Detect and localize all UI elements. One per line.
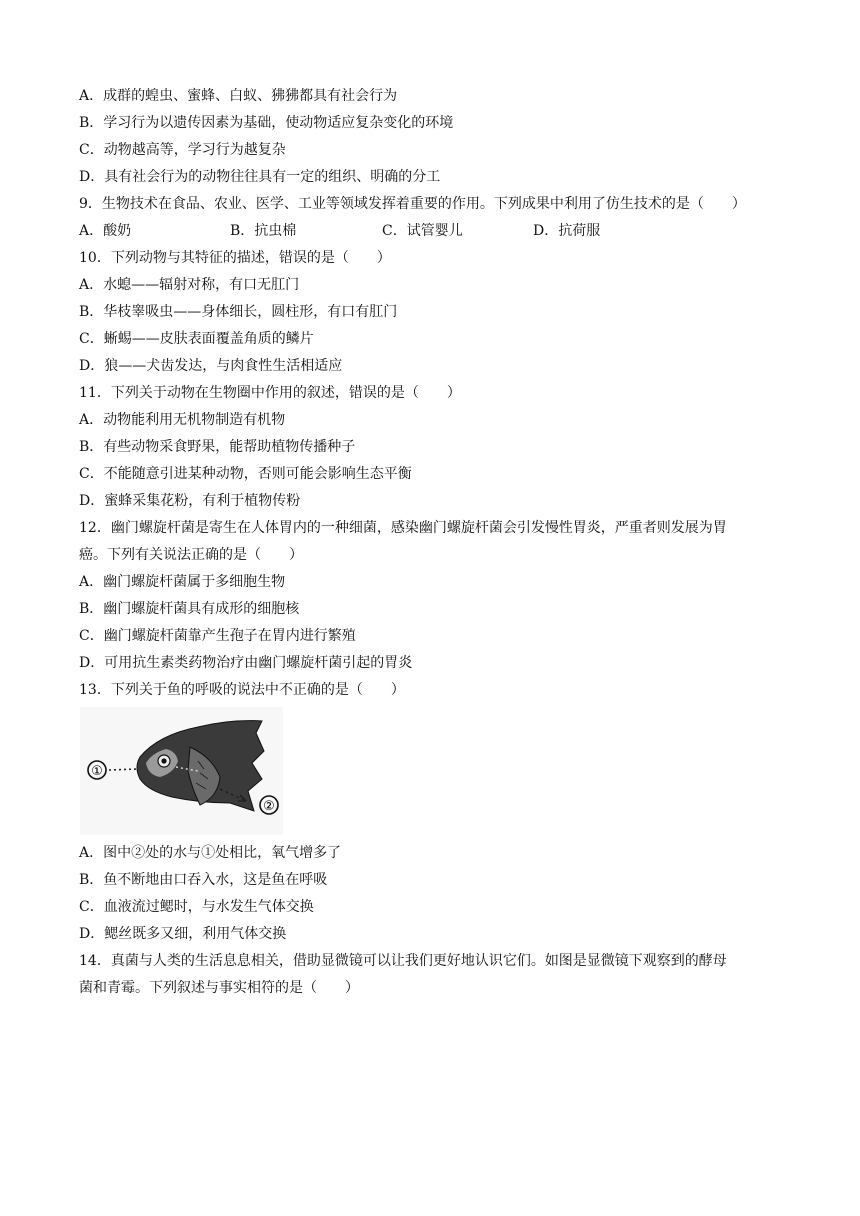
q9-option-d: D．抗荷服 xyxy=(533,223,601,239)
fish-gill-figure xyxy=(80,707,283,835)
q9-stem: 9．生物技术在食品、农业、医学、工业等领域发挥着重要的作用。下列成果中利用了仿生技术的是（ ） xyxy=(79,196,746,212)
q10-option-d: D．狼——犬齿发达，与肉食性生活相适应 xyxy=(79,358,343,374)
q10-option-c: C．蜥蜴——皮肤表面覆盖角质的鳞片 xyxy=(79,331,314,347)
q10-stem: 10．下列动物与其特征的描述，错误的是（ ） xyxy=(79,250,391,266)
q12-stem-line1: 12．幽门螺旋杆菌是寄生在人体胃内的一种细菌，感染幽门螺旋杆菌会引发慢性胃炎，严重者则发展为胃 xyxy=(79,520,727,536)
q13-stem: 13．下列关于鱼的呼吸的说法中不正确的是（ ） xyxy=(79,682,405,698)
q13-option-c: C．血液流过鳃时，与水发生气体交换 xyxy=(79,899,314,915)
q9-option-c: C．试管婴儿 xyxy=(382,223,463,239)
q14-stem-line1: 14．真菌与人类的生活息息相关，借助显微镜可以让我们更好地认识它们。如图是显微镜下观察到的酵母 xyxy=(79,953,727,969)
figure-label-2: ② xyxy=(263,799,275,814)
q13-option-a: A．图中②处的水与①处相比，氧气增多了 xyxy=(79,845,342,861)
q11-option-a: A．动物能利用无机物制造有机物 xyxy=(79,412,286,428)
q11-option-d: D．蜜蜂采集花粉，有利于植物传粉 xyxy=(79,493,301,509)
q13-option-b: B．鱼不断地由口吞入水，这是鱼在呼吸 xyxy=(79,872,328,888)
q10-option-a: A．水螅——辐射对称，有口无肛门 xyxy=(79,277,300,293)
q8-option-a: A．成群的蝗虫、蜜蜂、白蚁、狒狒都具有社会行为 xyxy=(79,88,398,104)
q11-stem: 11．下列关于动物在生物圈中作用的叙述，错误的是（ ） xyxy=(79,385,461,401)
q13-option-d: D．鳃丝既多又细，利用气体交换 xyxy=(79,926,287,942)
q12-option-d: D．可用抗生素类药物治疗由幽门螺旋杆菌引起的胃炎 xyxy=(79,655,413,671)
fish-pupil xyxy=(161,758,166,763)
q10-option-b: B．华枝睾吸虫——身体细长，圆柱形，有口有肛门 xyxy=(79,304,398,320)
figure-label-1: ① xyxy=(91,764,103,779)
q8-option-b: B．学习行为以遗传因素为基础，使动物适应复杂变化的环境 xyxy=(79,115,454,131)
fish-gill-diagram xyxy=(80,707,283,835)
q9-option-b: B．抗虫棉 xyxy=(230,223,297,239)
q9-option-a: A．酸奶 xyxy=(79,223,132,239)
q14-stem-line2: 菌和青霉。下列叙述与事实相符的是（ ） xyxy=(79,980,359,996)
q12-option-c: C．幽门螺旋杆菌靠产生孢子在胃内进行繁殖 xyxy=(79,628,356,644)
q12-stem-line2: 癌。下列有关说法正确的是（ ） xyxy=(79,547,303,563)
q11-option-b: B．有些动物采食野果，能帮助植物传播种子 xyxy=(79,439,356,455)
q12-option-b: B．幽门螺旋杆菌具有成形的细胞核 xyxy=(79,601,300,617)
q11-option-c: C．不能随意引进某种动物，否则可能会影响生态平衡 xyxy=(79,466,412,482)
q12-option-a: A．幽门螺旋杆菌属于多细胞生物 xyxy=(79,574,286,590)
q8-option-d: D．具有社会行为的动物往往具有一定的组织、明确的分工 xyxy=(79,169,441,185)
q8-option-c: C．动物越高等，学习行为越复杂 xyxy=(79,142,286,158)
